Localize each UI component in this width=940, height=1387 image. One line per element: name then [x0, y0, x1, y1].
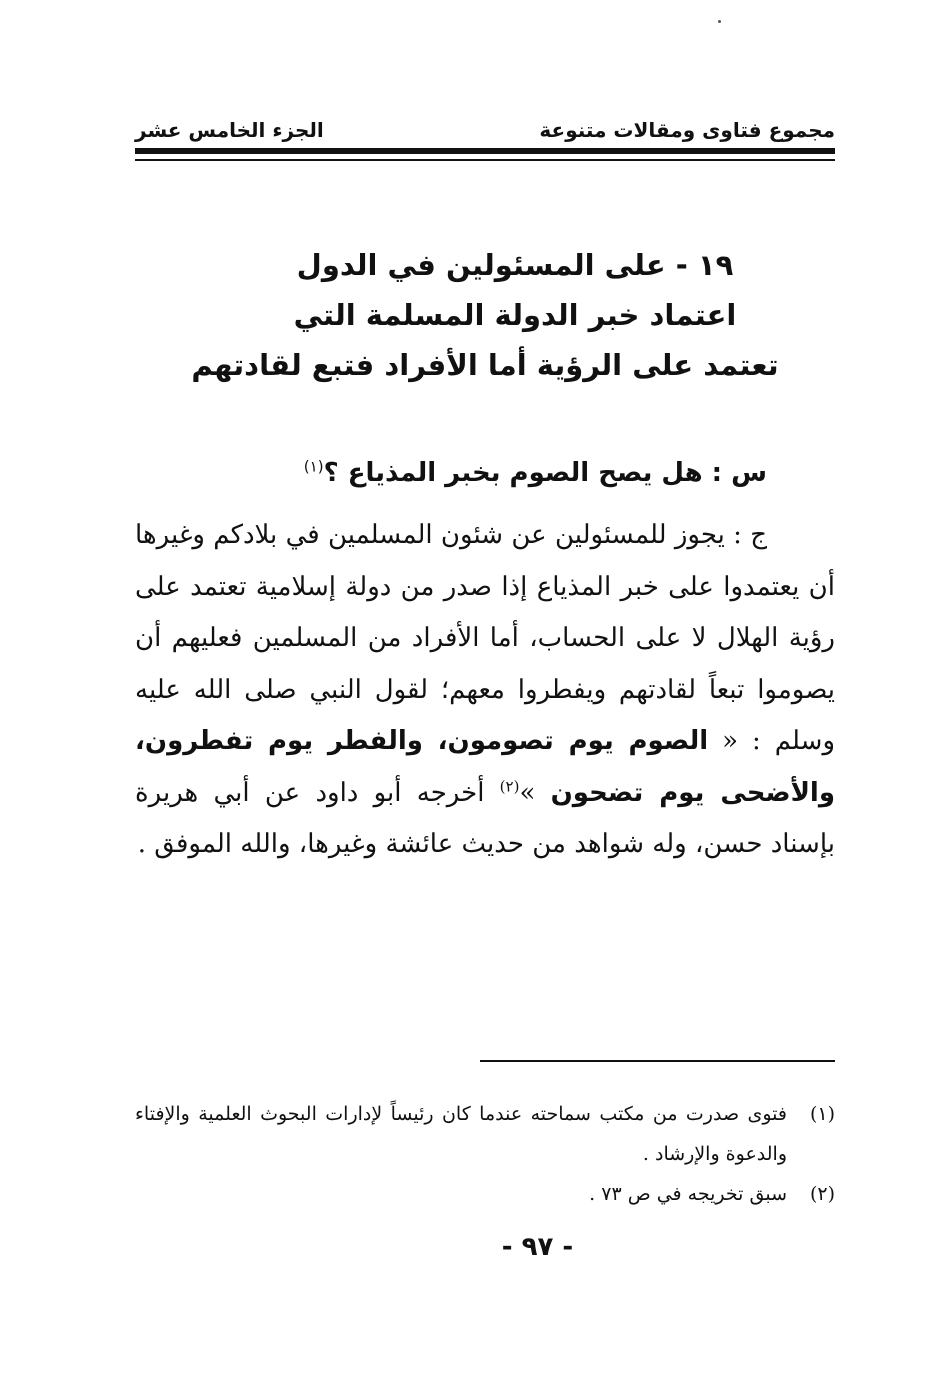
answer-text-2: أخرجه أبو داود عن أبي هريرة بإسناد حسن، وله شواهد من حديث عائشة وغيرها، والله الموفق .: [135, 777, 835, 859]
footnote-2: [135, 1174, 835, 1214]
header-rule-thick: [135, 148, 835, 154]
header-book-title: مجموع فتاوى ومقالات متنوعة: [539, 118, 835, 142]
quote-close: »: [519, 777, 551, 808]
footnote-1: [135, 1094, 835, 1174]
answer-paragraph: [135, 510, 835, 871]
title-line-3: تعتمد على الرؤية أما الأفراد فتبع لقادتهم: [191, 348, 779, 382]
page-number: - ٩٧ -: [501, 1232, 574, 1262]
hadith-quote: الصوم يوم تصومون، والفطر يوم تفطرون، والأضحى يوم تضحون: [135, 726, 836, 808]
header-rule-thin: [135, 159, 835, 161]
footnote-ref-2: (٢): [499, 776, 520, 795]
article-title: [135, 240, 835, 390]
footnotes: [135, 1094, 835, 1214]
scan-speck: [718, 20, 721, 23]
footnote-ref-1: (١): [303, 457, 324, 476]
footnote-text: فتوى صدرت من مكتب سماحته عندما كان رئيساً لإدارات البحوث العلمية والإفتاء والدعوة والإرشاد .: [135, 1103, 787, 1165]
question-text: س : هل يصح الصوم بخبر المذياع ؟: [323, 458, 767, 488]
footnote-text: سبق تخريجه في ص ٧٣ .: [589, 1183, 787, 1205]
running-header: [135, 110, 835, 150]
footnote-number: (٢): [809, 1183, 835, 1205]
footnote-number: (١): [809, 1103, 835, 1125]
answer-text-1: ج : يجوز للمسئولين عن شئون المسلمين في بلادكم وغيرها أن يعتمدوا على خبر المذياع إذا صدر من دولة إسلامية تعتمد على رؤية الهلال لا على الحساب، أما الأفراد من المسلمين فعليهم أن يصوموا تبعاً لقادتهم ويفطروا معهم؛ لقول النبي صلى الله عليه وسلم : «: [135, 520, 836, 756]
title-line-2: اعتماد خبر الدولة المسلمة التي: [293, 298, 737, 332]
question-paragraph: [135, 448, 835, 498]
title-line-1: ١٩ - على المسئولين في الدول: [296, 248, 734, 282]
footnote-separator: [480, 1060, 835, 1062]
header-volume: الجزء الخامس عشر: [135, 118, 324, 142]
